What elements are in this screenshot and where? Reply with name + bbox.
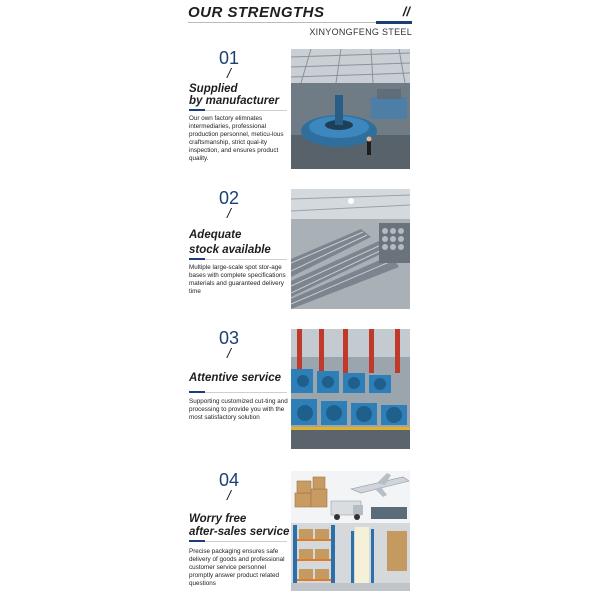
section-slash: / bbox=[227, 345, 231, 361]
section-description: Supporting customized cut-ting and processing to provide you with the most satisfactory solution bbox=[189, 398, 288, 422]
section-number: 02 bbox=[218, 188, 240, 208]
section-description: Our own factory elimnates intermediaries, professional production personnel, meticu-lous craftsmanship, strict qual-ity inspection, and ensures product quality. bbox=[189, 115, 284, 163]
header-accent-bar bbox=[376, 21, 412, 24]
processing-machines-photo bbox=[291, 329, 410, 449]
section-number: 04 bbox=[218, 470, 240, 490]
steel-pipe-stock-photo bbox=[291, 189, 410, 309]
section-slash: / bbox=[227, 487, 231, 503]
page-header bbox=[188, 2, 412, 42]
section-number: 03 bbox=[218, 328, 240, 348]
section-accent-bar bbox=[189, 540, 205, 542]
section-slash: / bbox=[227, 65, 231, 81]
strength-section-01 bbox=[188, 48, 412, 170]
section-heading-line1: Adequate bbox=[189, 229, 242, 241]
strength-section-03 bbox=[188, 328, 412, 450]
section-heading-line1: Worry free bbox=[189, 513, 247, 525]
section-heading-line1: Supplied bbox=[189, 83, 238, 95]
factory-machinery-photo bbox=[291, 49, 410, 169]
section-heading: Attentive service bbox=[189, 372, 282, 384]
strength-section-04 bbox=[188, 470, 412, 592]
logistics-warehouse-photo bbox=[291, 471, 410, 591]
section-accent-bar bbox=[189, 258, 205, 260]
page-title: OUR STRENGTHS bbox=[188, 4, 325, 21]
section-description: Multiple large-scale spot stor-age bases with complete specifications materials and guaranteed delivery time bbox=[189, 264, 286, 296]
section-accent-bar bbox=[189, 391, 205, 393]
section-description: Precise packaging ensures safe delivery of goods and professional customer service personnel promptly answer product related questions bbox=[189, 548, 285, 588]
section-heading-line2: stock available bbox=[189, 244, 271, 256]
company-name: XINYONGFENG STEEL bbox=[309, 27, 412, 37]
section-heading-line2: by manufacturer bbox=[189, 95, 280, 107]
strength-section-02 bbox=[188, 188, 412, 310]
section-number: 01 bbox=[218, 48, 240, 68]
section-accent-bar bbox=[189, 109, 205, 111]
double-slash-mark: // bbox=[402, 4, 410, 19]
section-heading-line2: after-sales service bbox=[189, 526, 290, 538]
section-slash: / bbox=[227, 205, 231, 221]
